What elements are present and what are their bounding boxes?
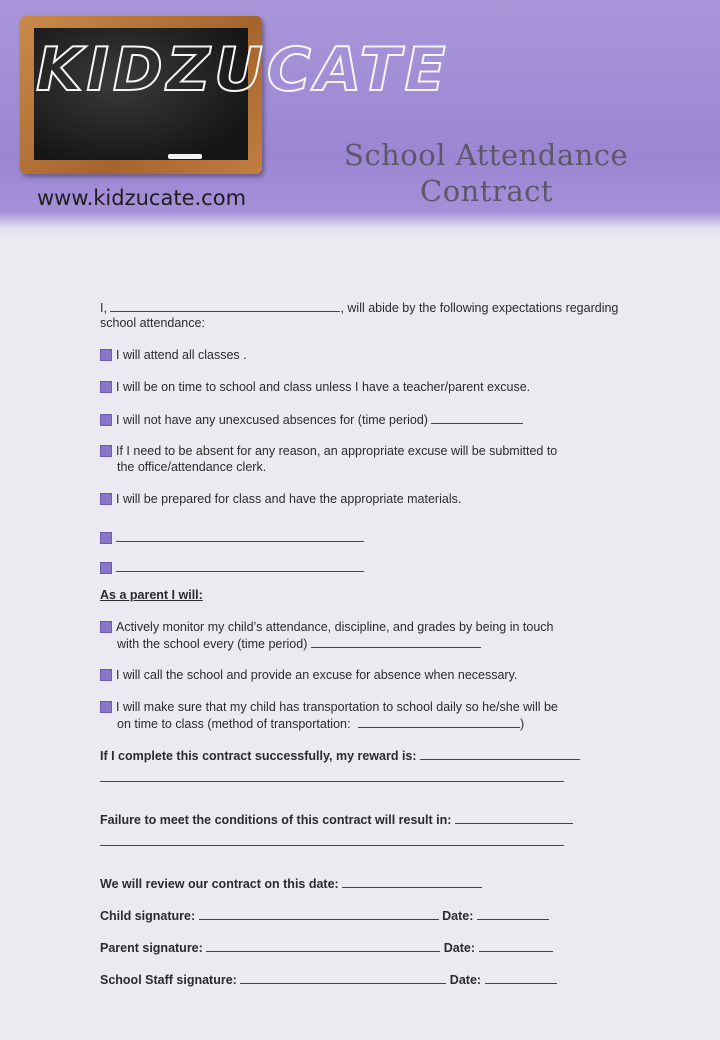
blank-item xyxy=(100,529,364,546)
page-title-line1: School Attendance xyxy=(344,138,629,172)
list-item: I will call the school and provide an excuse for absence when necessary. xyxy=(100,667,517,683)
list-item: I will be on time to school and class unless I have a teacher/parent excuse. xyxy=(100,379,530,395)
staff-signature-line: School Staff signature: Date: xyxy=(100,971,557,988)
parent-signature-blank[interactable] xyxy=(206,939,440,952)
list-item: If I need to be absent for any reason, an appropriate excuse will be submitted to xyxy=(100,443,557,459)
list-item: I will be prepared for class and have the appropriate materials. xyxy=(100,491,461,507)
bullet-icon xyxy=(100,669,112,681)
child-signature-line: Child signature: Date: xyxy=(100,907,549,924)
reward-blank[interactable] xyxy=(420,747,580,760)
intro-line2: school attendance: xyxy=(100,316,205,330)
failure-line: Failure to meet the conditions of this contract will result in: xyxy=(100,811,573,828)
reward-line: If I complete this contract successfully, my reward is: xyxy=(100,747,580,764)
review-date-blank[interactable] xyxy=(342,875,482,888)
failure-blank-line[interactable] xyxy=(100,845,564,846)
blank-item xyxy=(100,559,364,576)
child-signature-blank[interactable] xyxy=(199,907,439,920)
page-title-line2: Contract xyxy=(420,174,554,208)
intro-suffix: , will abide by the following expectations regarding xyxy=(340,301,619,315)
reward-blank-line[interactable] xyxy=(100,781,564,782)
bullet-icon xyxy=(100,381,112,393)
bullet-icon xyxy=(100,562,112,574)
list-item: Actively monitor my child’s attendance, discipline, and grades by being in touch xyxy=(100,619,554,635)
bullet-icon xyxy=(100,349,112,361)
parent-signature-line: Parent signature: Date: xyxy=(100,939,553,956)
list-item: I will not have any unexcused absences for (time period) xyxy=(100,411,523,428)
bullet-icon xyxy=(100,621,112,633)
website-link[interactable]: www.kidzucate.com xyxy=(37,186,247,210)
name-blank[interactable] xyxy=(110,299,340,312)
list-item-cont: on time to class (method of transportation: ) xyxy=(117,717,525,731)
bullet-icon xyxy=(100,445,112,457)
intro-line xyxy=(100,299,618,316)
bullet-icon xyxy=(100,414,112,426)
transportation-blank[interactable] xyxy=(358,715,520,728)
review-line: We will review our contract on this date: xyxy=(100,875,482,892)
bullet-icon xyxy=(100,493,112,505)
child-date-blank[interactable] xyxy=(477,907,549,920)
parent-heading: As a parent I will: xyxy=(100,588,203,602)
time-period-blank[interactable] xyxy=(311,635,481,648)
custom-item-blank[interactable] xyxy=(116,559,364,572)
failure-blank[interactable] xyxy=(455,811,573,824)
chalk-icon xyxy=(168,154,202,159)
list-item-cont: the office/attendance clerk. xyxy=(117,460,267,474)
staff-signature-blank[interactable] xyxy=(240,971,446,984)
logo-text: KIDZUCATE xyxy=(36,35,450,105)
header-fade xyxy=(0,212,720,238)
staff-date-blank[interactable] xyxy=(485,971,557,984)
list-item: I will make sure that my child has transportation to school daily so he/she will be xyxy=(100,699,558,715)
parent-date-blank[interactable] xyxy=(479,939,553,952)
list-item-cont: with the school every (time period) xyxy=(100,635,481,652)
bullet-icon xyxy=(100,701,112,713)
bullet-icon xyxy=(100,532,112,544)
list-item: I will attend all classes . xyxy=(100,347,247,363)
custom-item-blank[interactable] xyxy=(116,529,364,542)
time-period-blank[interactable] xyxy=(431,411,523,424)
intro-prefix: I, xyxy=(100,301,107,315)
